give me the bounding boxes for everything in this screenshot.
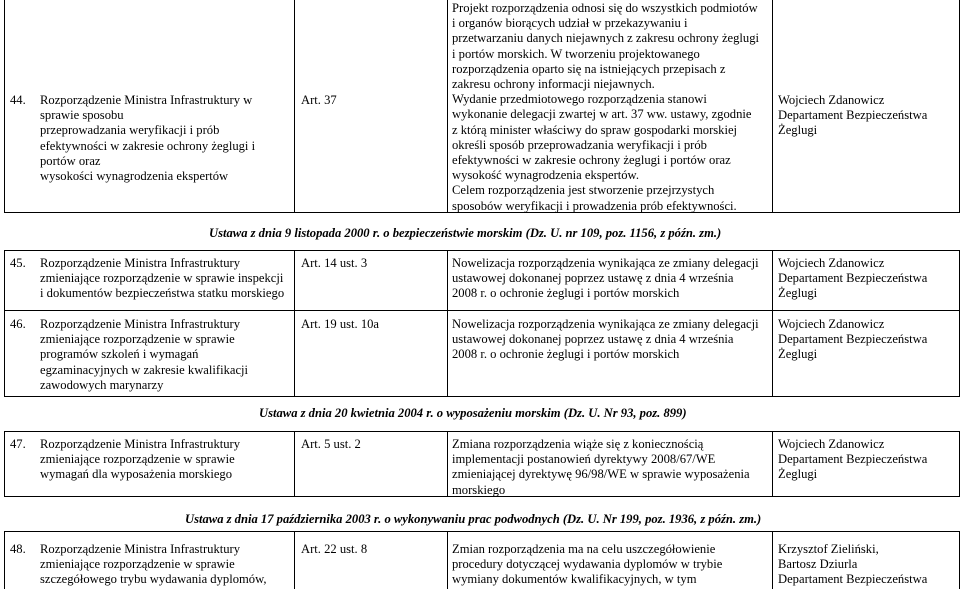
row-divider xyxy=(4,250,960,251)
text-line: rozporządzenia oparto się na istniejących przepisach z xyxy=(452,61,726,76)
text-line: Departament Bezpieczeństwa xyxy=(778,271,928,286)
column-divider xyxy=(294,250,295,397)
article-reference: Art. 37 xyxy=(301,93,337,107)
regulation-title xyxy=(40,542,267,588)
responsible-person xyxy=(778,437,927,483)
text-line: implementacji postanowień dyrektywy 2008/67/WE xyxy=(452,452,716,467)
text-line: Departament Bezpieczeństwa xyxy=(778,572,928,587)
row-number: 47. xyxy=(10,437,26,451)
column-divider xyxy=(4,431,5,497)
text-line: Departament Bezpieczeństwa xyxy=(778,452,928,467)
text-line: i organów biorących udział w przekazywaniu i xyxy=(452,16,688,31)
text-line: wysokość wynagrodzenia ekspertów. xyxy=(452,168,639,183)
description xyxy=(452,437,750,498)
article-reference: Art. 22 ust. 8 xyxy=(301,542,368,556)
text-line: Wojciech Zdanowicz xyxy=(778,437,885,451)
responsible-person xyxy=(778,256,927,302)
text-line: 2008 r. o ochronie żeglugi i portów morskich xyxy=(452,286,680,301)
column-divider xyxy=(447,531,448,589)
text-line: Wojciech Zdanowicz xyxy=(778,93,885,107)
text-line: sposobów weryfikacji i prowadzenia prób efektywności. xyxy=(452,198,737,213)
row-number: 48. xyxy=(10,542,26,556)
text-line: Nowelizacja rozporządzenia wynikająca ze zmiany delegacji xyxy=(452,317,759,331)
column-divider xyxy=(4,0,5,213)
article-reference: Art. 5 ust. 2 xyxy=(301,437,361,451)
text-line: ustawowej dokonanej poprzez ustawę z dnia 4 września xyxy=(452,271,734,286)
text-line: Wojciech Zdanowicz xyxy=(778,256,885,270)
row-divider xyxy=(4,531,960,532)
column-divider xyxy=(4,250,5,397)
responsible-person xyxy=(778,93,927,139)
text-line: Rozporządzenie Ministra Infrastruktury xyxy=(40,437,241,451)
text-line: egzaminacyjnych w zakresie kwalifikacji xyxy=(40,362,249,377)
column-divider xyxy=(772,431,773,497)
text-line: procedury dotyczącej wydawania dyplomów w trybie xyxy=(452,557,723,572)
text-line: Rozporządzenie Ministra Infrastruktury xyxy=(40,317,241,331)
column-divider xyxy=(4,531,5,589)
text-line: Wojciech Zdanowicz xyxy=(778,317,885,331)
row-divider xyxy=(4,431,960,432)
column-divider xyxy=(447,431,448,497)
description xyxy=(452,1,759,214)
responsible-person xyxy=(778,542,927,588)
text-line: zmieniające rozporządzenie w sprawie xyxy=(40,332,235,347)
text-line: efektywności w zakresie ochrony żeglugi i portów oraz xyxy=(452,153,731,168)
regulation-title xyxy=(40,93,255,184)
responsible-person xyxy=(778,317,927,363)
text-line: Departament Bezpieczeństwa xyxy=(778,108,928,123)
article-reference: Art. 14 ust. 3 xyxy=(301,256,368,270)
text-line: zmieniającej dyrektywę 96/98/WE w sprawie wyposażenia xyxy=(452,467,750,482)
column-divider xyxy=(772,250,773,397)
text-line: Departament Bezpieczeństwa xyxy=(778,332,928,347)
text-line: i dokumentów bezpieczeństwa statku morskiego xyxy=(40,286,285,301)
text-line: Rozporządzenie Ministra Infrastruktury xyxy=(40,542,241,556)
text-line: Żeglugi xyxy=(778,467,818,482)
text-line: morskiego xyxy=(452,482,506,497)
text-line: Zmiana rozporządzenia wiąże się z koniecznością xyxy=(452,437,704,451)
text-line: programów szkoleń i wymagań xyxy=(40,347,199,362)
text-line: przetwarzaniu danych niejawnych z zakresu ochrony żeglugi xyxy=(452,31,760,46)
column-divider xyxy=(294,0,295,213)
text-line: zawodowych marynarzy xyxy=(40,377,164,392)
text-line: wykonanie delegacji zwartej w art. 37 ww. ustawy, zgodnie xyxy=(452,107,752,122)
column-divider xyxy=(294,431,295,497)
law-heading: Ustawa z dnia 20 kwietnia 2004 r. o wyposażeniu morskim (Dz. U. Nr 93, poz. 899) xyxy=(259,406,687,420)
text-line: szczegółowego trybu wydawania dyplomów, xyxy=(40,572,267,587)
text-line: Wydanie przedmiotowego rozporządzenia stanowi xyxy=(452,92,707,107)
text-line: Celem rozporządzenia jest stworzenie przejrzystych xyxy=(452,183,715,198)
text-line: Bartosz Dziurla xyxy=(778,557,858,572)
description xyxy=(452,542,722,588)
column-divider xyxy=(772,0,773,213)
row-number: 44. xyxy=(10,93,26,107)
text-line: przeprowadzania weryfikacji i prób xyxy=(40,123,220,138)
column-divider xyxy=(447,0,448,213)
text-line: Zmian rozporządzenia ma na celu uszczegółowienie xyxy=(452,542,716,556)
column-divider xyxy=(447,250,448,397)
law-heading: Ustawa z dnia 17 października 2003 r. o wykonywaniu prac podwodnych (Dz. U. Nr 199, poz. 1936, z późn. zm.) xyxy=(185,512,762,526)
text-line: określi sposób przeprowadzania weryfikacji i prób xyxy=(452,137,707,152)
text-line: zmieniające rozporządzenie w sprawie inspekcji xyxy=(40,271,284,286)
row-divider xyxy=(4,396,960,397)
column-divider xyxy=(772,531,773,589)
text-line: Żeglugi xyxy=(778,347,818,362)
text-line: 2008 r. o ochronie żeglugi i portów morskich xyxy=(452,347,680,362)
text-line: Projekt rozporządzenia odnosi się do wszystkich podmiotów xyxy=(452,1,758,15)
row-number: 46. xyxy=(10,317,26,331)
text-line: Rozporządzenie Ministra Infrastruktury w xyxy=(40,93,253,107)
text-line: ustawowej dokonanej poprzez ustawę z dnia 4 września xyxy=(452,332,734,347)
row-number: 45. xyxy=(10,256,26,270)
regulation-title xyxy=(40,256,284,302)
text-line: zmieniające rozporządzenie w sprawie xyxy=(40,452,235,467)
text-line: Żeglugi xyxy=(778,123,818,138)
text-line: Krzysztof Zieliński, xyxy=(778,542,879,556)
text-line: wymiany dokumentów kwalifikacyjnych, w tym xyxy=(452,572,697,587)
text-line: zmieniające rozporządzenie w sprawie xyxy=(40,557,235,572)
law-heading: Ustawa z dnia 9 listopada 2000 r. o bezpieczeństwie morskim (Dz. U. nr 109, poz. 1156, z późn. zm.) xyxy=(209,226,722,240)
column-divider xyxy=(294,531,295,589)
text-line: efektywności w zakresie ochrony żeglugi i xyxy=(40,138,256,153)
description xyxy=(452,256,759,302)
text-line: wysokości wynagrodzenia ekspertów xyxy=(40,169,229,184)
text-line: zakresu ochrony informacji niejawnych. xyxy=(452,77,655,92)
row-divider xyxy=(4,310,960,311)
text-line: Nowelizacja rozporządzenia wynikająca ze zmiany delegacji xyxy=(452,256,759,270)
text-line: sprawie sposobu xyxy=(40,108,124,123)
regulation-title xyxy=(40,437,240,483)
text-line: Rozporządzenie Ministra Infrastruktury xyxy=(40,256,241,270)
regulation-title xyxy=(40,317,248,393)
text-line: wymagań dla wyposażenia morskiego xyxy=(40,467,232,482)
article-reference: Art. 19 ust. 10a xyxy=(301,317,380,331)
text-line: portów oraz xyxy=(40,153,101,168)
text-line: z którą minister właściwy do spraw gospodarki morskiej xyxy=(452,122,738,137)
text-line: i portów morskich. W tworzeniu projektowanego xyxy=(452,46,700,61)
text-line: Żeglugi xyxy=(778,286,818,301)
description xyxy=(452,317,759,363)
